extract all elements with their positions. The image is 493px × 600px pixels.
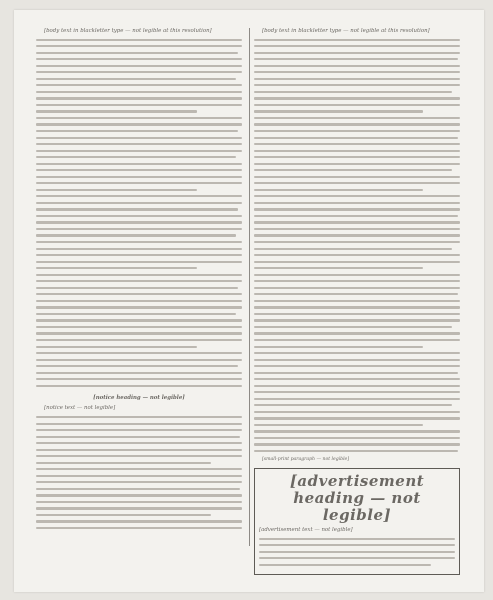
text-line <box>36 39 242 41</box>
text-line <box>36 514 211 516</box>
advertisement-text-block <box>259 538 455 566</box>
text-line <box>36 130 238 132</box>
text-line <box>36 215 242 217</box>
text-line <box>36 475 242 477</box>
text-line <box>36 287 238 289</box>
text-line <box>254 332 460 334</box>
text-line <box>254 52 460 54</box>
text-line <box>36 97 242 99</box>
text-line <box>36 195 242 197</box>
text-line <box>36 176 242 178</box>
text-line <box>36 488 240 490</box>
text-line <box>36 326 242 328</box>
text-line <box>254 430 460 432</box>
text-line <box>254 91 452 93</box>
text-line <box>254 182 460 184</box>
text-line <box>254 65 460 67</box>
text-line <box>36 280 242 282</box>
text-line <box>254 221 460 223</box>
text-line <box>254 443 460 445</box>
text-line <box>254 78 460 80</box>
notice-text-block <box>36 416 242 529</box>
text-line <box>254 391 460 393</box>
text-line <box>36 169 242 171</box>
text-line <box>36 65 242 67</box>
text-line <box>36 123 242 125</box>
column-divider <box>249 28 250 546</box>
text-line <box>36 352 242 354</box>
text-line <box>254 254 460 256</box>
text-line <box>254 71 460 73</box>
text-line <box>254 137 458 139</box>
right-paragraph-1: [body text in blackletter type — not legible at this resolution] <box>262 28 430 34</box>
text-line <box>254 169 452 171</box>
text-line <box>254 385 460 387</box>
text-line <box>36 241 242 243</box>
text-line <box>254 241 460 243</box>
text-line <box>36 346 197 348</box>
text-line <box>36 429 242 431</box>
text-line <box>254 215 458 217</box>
text-line <box>36 365 238 367</box>
text-line <box>254 97 460 99</box>
text-line <box>254 339 460 341</box>
text-line <box>36 234 236 236</box>
text-line <box>259 564 431 566</box>
text-line <box>36 449 242 451</box>
text-line <box>254 189 423 191</box>
text-line <box>36 228 242 230</box>
text-line <box>36 45 242 47</box>
small-print: [small-print paragraph — not legible] <box>262 456 350 462</box>
text-line <box>254 326 452 328</box>
text-line <box>36 501 242 503</box>
text-line <box>254 110 423 112</box>
text-line <box>254 378 460 380</box>
text-line <box>36 254 242 256</box>
text-line <box>36 306 242 308</box>
text-line <box>254 404 452 406</box>
text-line <box>36 117 242 119</box>
advertisement-body: [advertisement text — not legible] <box>259 527 353 534</box>
text-line <box>36 208 238 210</box>
text-line <box>254 58 458 60</box>
text-line <box>254 143 460 145</box>
text-line <box>254 150 460 152</box>
text-line <box>254 359 460 361</box>
text-line <box>254 417 460 419</box>
text-line <box>254 202 460 204</box>
text-line <box>36 274 242 276</box>
text-line <box>36 78 236 80</box>
right-text-block <box>254 39 460 453</box>
text-line <box>254 352 460 354</box>
text-line <box>254 280 460 282</box>
text-line <box>36 385 242 387</box>
text-line <box>36 378 242 380</box>
text-line <box>254 300 460 302</box>
text-line <box>36 189 197 191</box>
text-line <box>254 104 460 106</box>
text-line <box>254 45 460 47</box>
text-line <box>36 468 242 470</box>
text-line <box>254 293 458 295</box>
text-line <box>259 544 455 546</box>
text-line <box>36 436 240 438</box>
left-paragraph-2: [notice text — not legible] <box>44 405 116 412</box>
text-line <box>254 437 460 439</box>
text-line <box>254 346 423 348</box>
text-line <box>36 202 242 204</box>
text-line <box>254 123 460 125</box>
text-line <box>36 137 242 139</box>
text-line <box>36 300 242 302</box>
text-line <box>259 551 455 553</box>
text-line <box>36 110 197 112</box>
text-line <box>254 411 460 413</box>
text-line <box>36 267 197 269</box>
text-line <box>254 130 460 132</box>
text-line <box>36 143 242 145</box>
notice-heading: [notice heading — not legible] <box>93 394 185 401</box>
text-line <box>36 455 242 457</box>
right-column <box>254 28 460 575</box>
text-line <box>254 163 460 165</box>
text-line <box>254 261 460 263</box>
text-line <box>254 267 423 269</box>
text-line <box>254 248 452 250</box>
text-line <box>254 450 458 452</box>
left-paragraph-1: [body text in blackletter type — not legible at this resolution] <box>44 28 212 34</box>
newspaper-page <box>14 10 484 592</box>
text-line <box>259 557 455 559</box>
text-line <box>254 208 460 210</box>
text-line <box>36 58 242 60</box>
text-line <box>254 424 423 426</box>
text-line <box>36 339 242 341</box>
text-line <box>36 416 242 418</box>
text-line <box>36 104 242 106</box>
text-line <box>36 319 242 321</box>
text-line <box>254 287 460 289</box>
text-line <box>36 372 242 374</box>
text-line <box>254 176 460 178</box>
text-line <box>254 39 460 41</box>
text-line <box>254 156 460 158</box>
text-line <box>254 365 460 367</box>
text-line <box>36 182 242 184</box>
text-line <box>36 156 236 158</box>
text-line <box>36 261 242 263</box>
text-line <box>254 306 460 308</box>
text-line <box>36 507 242 509</box>
left-text-block <box>36 39 242 387</box>
text-line <box>254 274 460 276</box>
text-line <box>36 248 242 250</box>
text-line <box>254 313 460 315</box>
text-line <box>36 494 242 496</box>
text-line <box>254 195 460 197</box>
text-line <box>36 332 242 334</box>
text-line <box>36 221 242 223</box>
text-line <box>254 84 460 86</box>
advertisement-title: [advertisement heading — not legible] <box>289 472 425 525</box>
text-line <box>254 228 460 230</box>
text-line <box>36 442 242 444</box>
text-line <box>36 313 236 315</box>
text-line <box>36 527 242 529</box>
text-line <box>36 462 211 464</box>
text-line <box>254 234 460 236</box>
text-line <box>36 71 242 73</box>
text-line <box>36 359 242 361</box>
text-line <box>36 52 238 54</box>
text-line <box>36 150 242 152</box>
text-line <box>36 481 242 483</box>
text-line <box>36 84 242 86</box>
text-line <box>36 293 242 295</box>
text-line <box>254 398 460 400</box>
text-line <box>254 372 458 374</box>
text-line <box>254 319 460 321</box>
text-line <box>254 117 460 119</box>
text-line <box>36 163 242 165</box>
text-line <box>259 538 455 540</box>
advertisement-box <box>254 468 460 575</box>
text-line <box>36 91 242 93</box>
left-column <box>36 28 242 534</box>
text-line <box>36 423 242 425</box>
text-line <box>36 520 242 522</box>
